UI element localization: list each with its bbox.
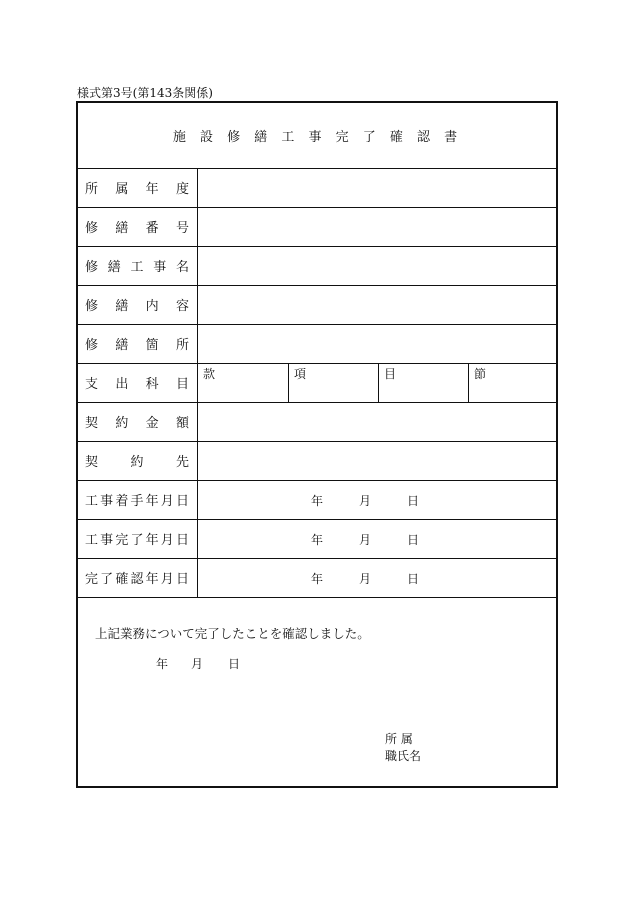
label-glyph: 完 (115, 533, 129, 548)
form-row (78, 519, 556, 559)
label-glyph: 工 (130, 260, 144, 275)
label-glyph: 箇 (145, 338, 159, 353)
budget-subcell[interactable]: 項 (288, 363, 378, 402)
date-field[interactable] (198, 558, 556, 597)
label-glyph: 所 (175, 338, 189, 353)
form-row (78, 480, 556, 520)
label-glyph: 出 (115, 377, 129, 392)
row-label (78, 168, 198, 207)
signature-year-label: 年 (156, 657, 169, 671)
row-label (78, 480, 198, 519)
label-glyph: 年 (145, 533, 159, 548)
label-glyph: 認 (130, 572, 144, 587)
row-label (78, 519, 198, 558)
title-row (78, 103, 556, 169)
value-field[interactable] (198, 324, 556, 363)
form-row (78, 168, 556, 208)
label-glyph: 日 (175, 533, 189, 548)
date-part-label: 日 (407, 494, 420, 508)
label-glyph: 月 (160, 572, 174, 587)
label-glyph: 約 (130, 455, 144, 470)
form-row (78, 246, 556, 286)
form-row (78, 402, 556, 442)
label-glyph: 科 (145, 377, 159, 392)
value-field[interactable] (198, 441, 556, 480)
label-glyph: 了 (130, 533, 144, 548)
value-field[interactable] (198, 207, 556, 246)
row-label (78, 402, 198, 441)
label-glyph: 年 (145, 572, 159, 587)
date-field[interactable] (198, 480, 556, 519)
date-part-label: 年 (311, 494, 324, 508)
label-glyph: 約 (115, 416, 129, 431)
label-glyph: 年 (145, 494, 159, 509)
label-glyph: 属 (115, 182, 129, 197)
label-glyph: 号 (175, 221, 189, 236)
value-field[interactable] (198, 402, 556, 441)
budget-subcell[interactable]: 款 (203, 367, 216, 381)
form-row (78, 441, 556, 481)
label-glyph: 契 (85, 416, 99, 431)
form-title: 施 設 修 繕 工 事 完 了 確 認 書 (172, 130, 462, 145)
label-glyph: 容 (175, 299, 189, 314)
label-glyph: 額 (175, 416, 189, 431)
label-glyph: 目 (175, 377, 189, 392)
label-glyph: 完 (85, 572, 99, 587)
form-row (78, 558, 556, 598)
form-number-label: 様式第3号(第143条関係) (77, 86, 213, 100)
label-glyph: 繕 (115, 338, 129, 353)
label-glyph: 手 (130, 494, 144, 509)
label-glyph: 度 (175, 182, 189, 197)
date-part-label: 月 (359, 494, 372, 508)
row-label (78, 363, 198, 402)
affiliation-label: 所 属 (385, 732, 413, 746)
label-glyph: 了 (100, 572, 114, 587)
signature-day-label: 日 (228, 657, 241, 671)
row-label (78, 246, 198, 285)
label-glyph: 繕 (115, 221, 129, 236)
row-label (78, 285, 198, 324)
confirmation-section (78, 597, 556, 786)
value-field[interactable] (198, 246, 556, 285)
budget-subcell[interactable]: 節 (468, 363, 556, 402)
form-row (78, 285, 556, 325)
label-glyph: 契 (85, 455, 99, 470)
row-label (78, 558, 198, 597)
row-label (78, 207, 198, 246)
label-glyph: 支 (85, 377, 99, 392)
label-glyph: 修 (85, 338, 99, 353)
label-glyph: 事 (100, 533, 114, 548)
date-part-label: 年 (311, 533, 324, 547)
label-glyph: 先 (175, 455, 189, 470)
budget-subcell[interactable]: 目 (378, 363, 468, 402)
row-label (78, 324, 198, 363)
form-row (78, 324, 556, 364)
label-glyph: 修 (85, 260, 99, 275)
label-glyph: 月 (160, 533, 174, 548)
label-glyph: 事 (100, 494, 114, 509)
value-field[interactable] (198, 168, 556, 207)
date-part-label: 日 (407, 533, 420, 547)
label-glyph: 工 (85, 494, 99, 509)
label-glyph: 工 (85, 533, 99, 548)
label-glyph: 繕 (115, 299, 129, 314)
label-glyph: 繕 (107, 260, 121, 275)
label-glyph: 事 (153, 260, 167, 275)
date-part-label: 日 (407, 572, 420, 586)
label-glyph: 年 (145, 182, 159, 197)
label-glyph: 所 (85, 182, 99, 197)
label-glyph: 番 (145, 221, 159, 236)
label-glyph: 月 (160, 494, 174, 509)
budget-item-cells (198, 363, 556, 402)
label-glyph: 日 (175, 494, 189, 509)
label-glyph: 修 (85, 221, 99, 236)
completion-form (76, 101, 558, 788)
date-field[interactable] (198, 519, 556, 558)
form-row (78, 363, 556, 403)
confirmation-statement: 上記業務について完了したことを確認しました。 (95, 626, 370, 641)
name-title-label: 職氏名 (385, 749, 422, 763)
form-row (78, 207, 556, 247)
label-glyph: 金 (145, 416, 159, 431)
label-glyph: 日 (175, 572, 189, 587)
label-glyph: 着 (115, 494, 129, 509)
date-part-label: 年 (311, 572, 324, 586)
date-part-label: 月 (359, 572, 372, 586)
label-glyph: 名 (175, 260, 189, 275)
row-label (78, 441, 198, 480)
signature-month-label: 月 (191, 657, 204, 671)
value-field[interactable] (198, 285, 556, 324)
label-glyph: 確 (115, 572, 129, 587)
label-glyph: 内 (145, 299, 159, 314)
label-glyph: 修 (85, 299, 99, 314)
date-part-label: 月 (359, 533, 372, 547)
